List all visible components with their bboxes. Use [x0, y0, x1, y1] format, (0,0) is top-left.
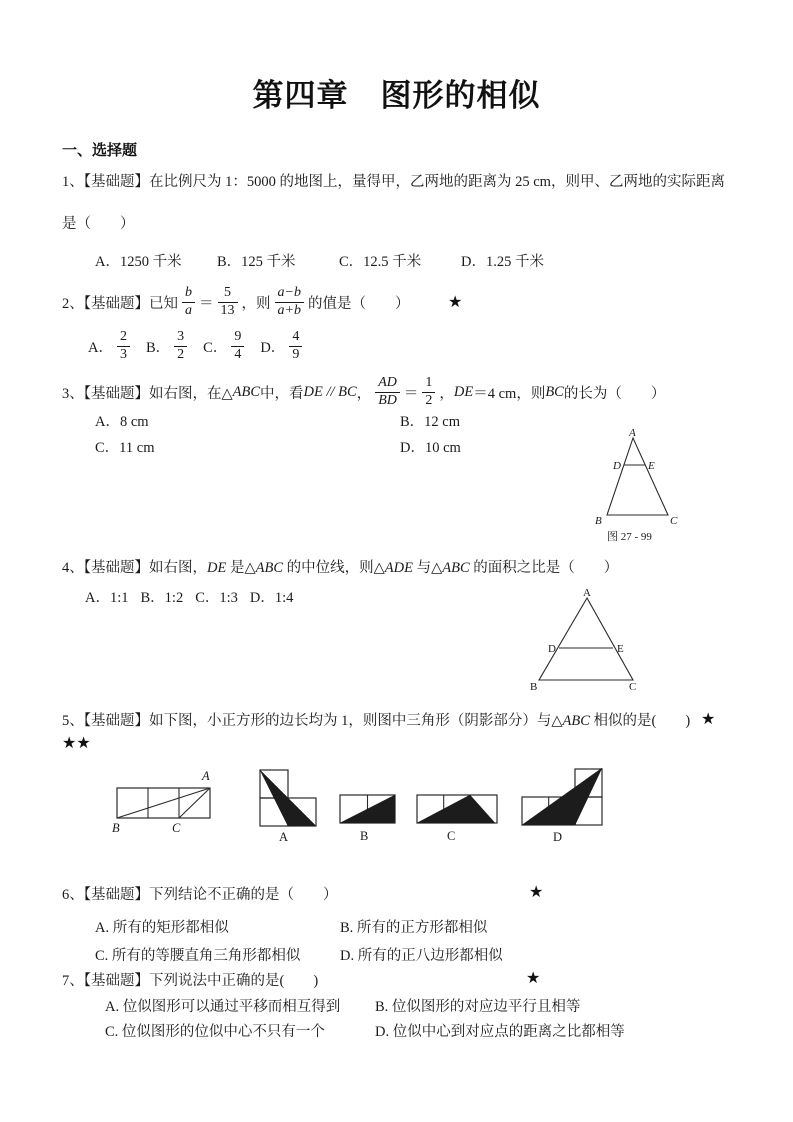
q4-option-d: D．1:4: [249, 590, 294, 606]
shaded-triangle: [417, 795, 495, 823]
q4-label-e: E: [617, 643, 624, 655]
q4-option-a: A．1:1: [85, 590, 129, 606]
difficulty-star-icon: ★: [701, 711, 716, 728]
text-run: DE // BC: [303, 383, 357, 400]
q1-options-row: [95, 250, 583, 271]
difficulty-star-icon: ★★: [62, 735, 91, 752]
q2-option-c: [203, 329, 248, 362]
q3-option-d: D．10 cm: [400, 440, 461, 456]
q1-option-a: A．1250 千米: [95, 254, 182, 270]
section-heading: 一、选择题: [62, 142, 138, 159]
q5-label-a: A: [202, 769, 210, 783]
text-run: D．: [260, 339, 286, 356]
q7-option-c: C. 位似图形的位似中心不只有一个: [105, 1024, 325, 1040]
q1-stem-line1: 1、【基础题】在比例尺为 1：5000 的地图上，量得甲，乙两地的距离为 25 cm，则甲、乙两地的实际距离: [62, 174, 725, 190]
q3-figure-caption: 图 27 - 99: [607, 531, 652, 543]
fraction: $\frac{1}{2}$: [422, 375, 435, 408]
text-run: C．: [203, 339, 228, 356]
text-run: 的值是（ ）: [307, 295, 410, 312]
q5-option-label-b: B: [360, 829, 369, 843]
triangle-side-ba: [117, 788, 210, 818]
q4-triangle-abc: [539, 598, 633, 680]
text-run: 是△: [226, 560, 256, 576]
text-run: ＝: [403, 385, 419, 402]
q6-option-d: D. 所有的正八边形都相似: [340, 948, 503, 964]
fraction: $\frac{9}{4}$: [231, 329, 244, 362]
text-run: 的长为（ ）: [563, 385, 666, 402]
q1-stem-line2: 是（ ）: [62, 216, 135, 232]
text-run: ABC: [255, 560, 284, 576]
fraction: $\frac{AD}{BD}$: [375, 375, 400, 408]
q7-option-a: A. 位似图形可以通过平移而相互得到: [105, 999, 341, 1015]
q5-option-figure-c: [417, 795, 497, 843]
fraction: $\frac{5}{13}$: [218, 285, 238, 318]
q3-label-d: D: [613, 460, 621, 472]
text-run: ABC: [232, 383, 261, 400]
q3-option-a: A．8 cm: [95, 414, 149, 430]
fraction: $\frac{3}{2}$: [174, 329, 187, 362]
q5-option-figure-a: [260, 770, 316, 844]
q2-stem: [62, 279, 409, 325]
q2-option-a: [88, 329, 134, 362]
text-run: 3、【基础题】如右图，在△: [62, 385, 233, 402]
q7-option-b: B. 位似图形的对应边平行且相等: [375, 999, 581, 1015]
q4-label-d: D: [548, 643, 556, 655]
text-run: ADE: [384, 560, 413, 576]
q5-stem: [62, 709, 690, 730]
q4-figure: [528, 588, 648, 696]
q1-option-b: B．125 千米: [217, 254, 296, 270]
text-run: 4、【基础题】如右图，: [62, 560, 207, 576]
page-title: 第四章 图形的相似: [252, 78, 541, 113]
difficulty-star-icon: ★: [448, 294, 463, 311]
text-run: BC: [545, 383, 564, 400]
difficulty-star-icon: ★: [529, 884, 544, 901]
text-run: ABC: [562, 713, 590, 729]
q2-options-row: [88, 323, 306, 369]
fraction: $\frac{4}{9}$: [289, 329, 302, 362]
q3-stem: [62, 371, 665, 413]
q5-option-label-c: C: [447, 829, 456, 843]
q5-label-c: C: [172, 821, 181, 835]
q6-option-a: A. 所有的矩形都相似: [95, 920, 229, 936]
q7-option-d: D. 位似中心到对应点的距离之比都相等: [375, 1024, 625, 1040]
text-run: 的面积之比是（ ）: [469, 560, 619, 576]
q4-label-b: B: [530, 681, 538, 693]
difficulty-star-icon: ★: [526, 970, 541, 987]
q6-option-c: C. 所有的等腰直角三角形都相似: [95, 948, 301, 964]
q4-option-b: B．1:2: [140, 590, 184, 606]
q3-option-b: B．12 cm: [400, 414, 461, 430]
q5-option-figure-d: [522, 768, 602, 844]
q4-label-a: A: [583, 588, 591, 599]
q7-stem: 7、【基础题】下列说法中正确的是( ): [62, 973, 319, 989]
text-run: DE: [453, 383, 474, 400]
q3-triangle-abc: [607, 438, 668, 515]
q5-label-b: B: [112, 821, 120, 835]
q2-option-d: [260, 329, 306, 362]
q4-option-c: C．1:3: [195, 590, 238, 606]
q3-label-e: E: [648, 460, 655, 472]
text-run: 中，看: [260, 385, 304, 402]
q5-option-label-a: A: [279, 830, 289, 844]
fraction: $\frac{2}{3}$: [117, 329, 130, 362]
text-run: ，: [356, 385, 372, 402]
q5-main-figure: [112, 769, 210, 835]
q3-figure: [585, 426, 685, 546]
text-run: 2、【基础题】已知: [62, 295, 178, 312]
q6-stem: 6、【基础题】下列结论不正确的是（ ）: [62, 887, 338, 903]
q4-stem: [62, 556, 618, 577]
text-run: ＝4 cm，则: [473, 385, 546, 402]
q3-option-c: C．11 cm: [95, 440, 155, 456]
q3-label-a: A: [629, 427, 636, 439]
text-run: 的中位线，则△: [283, 560, 385, 576]
q2-option-b: [146, 329, 191, 362]
q4-label-c: C: [629, 681, 637, 693]
text-run: ABC: [442, 560, 470, 576]
q3-label-b: B: [595, 515, 602, 527]
text-run: 5、【基础题】如下图，小正方形的边长均为 1，则图中三角形（阴影部分）与△: [62, 713, 563, 729]
q6-option-b: B. 所有的正方形都相似: [340, 920, 488, 936]
fraction: $\frac{a-b}{a+b}$: [275, 285, 304, 318]
text-run: A．: [88, 339, 113, 356]
q1-option-c: C．12.5 千米: [339, 254, 422, 270]
text-run: 相似的是( ): [589, 713, 691, 729]
text-run: 与△: [412, 560, 443, 576]
q5-option-figure-b: [340, 795, 395, 843]
text-run: DE: [207, 560, 227, 576]
q4-options-row: [85, 586, 293, 607]
q3-label-c: C: [670, 515, 678, 527]
q1-option-d: D．1.25 千米: [461, 254, 544, 270]
text-run: ，则: [241, 295, 271, 312]
text-run: ，: [439, 385, 454, 402]
text-run: B．: [145, 339, 171, 356]
q5-figures: [95, 762, 625, 846]
q5-option-label-d: D: [553, 830, 563, 844]
text-run: ＝: [199, 295, 214, 312]
fraction: $\frac{b}{a}$: [182, 285, 195, 318]
